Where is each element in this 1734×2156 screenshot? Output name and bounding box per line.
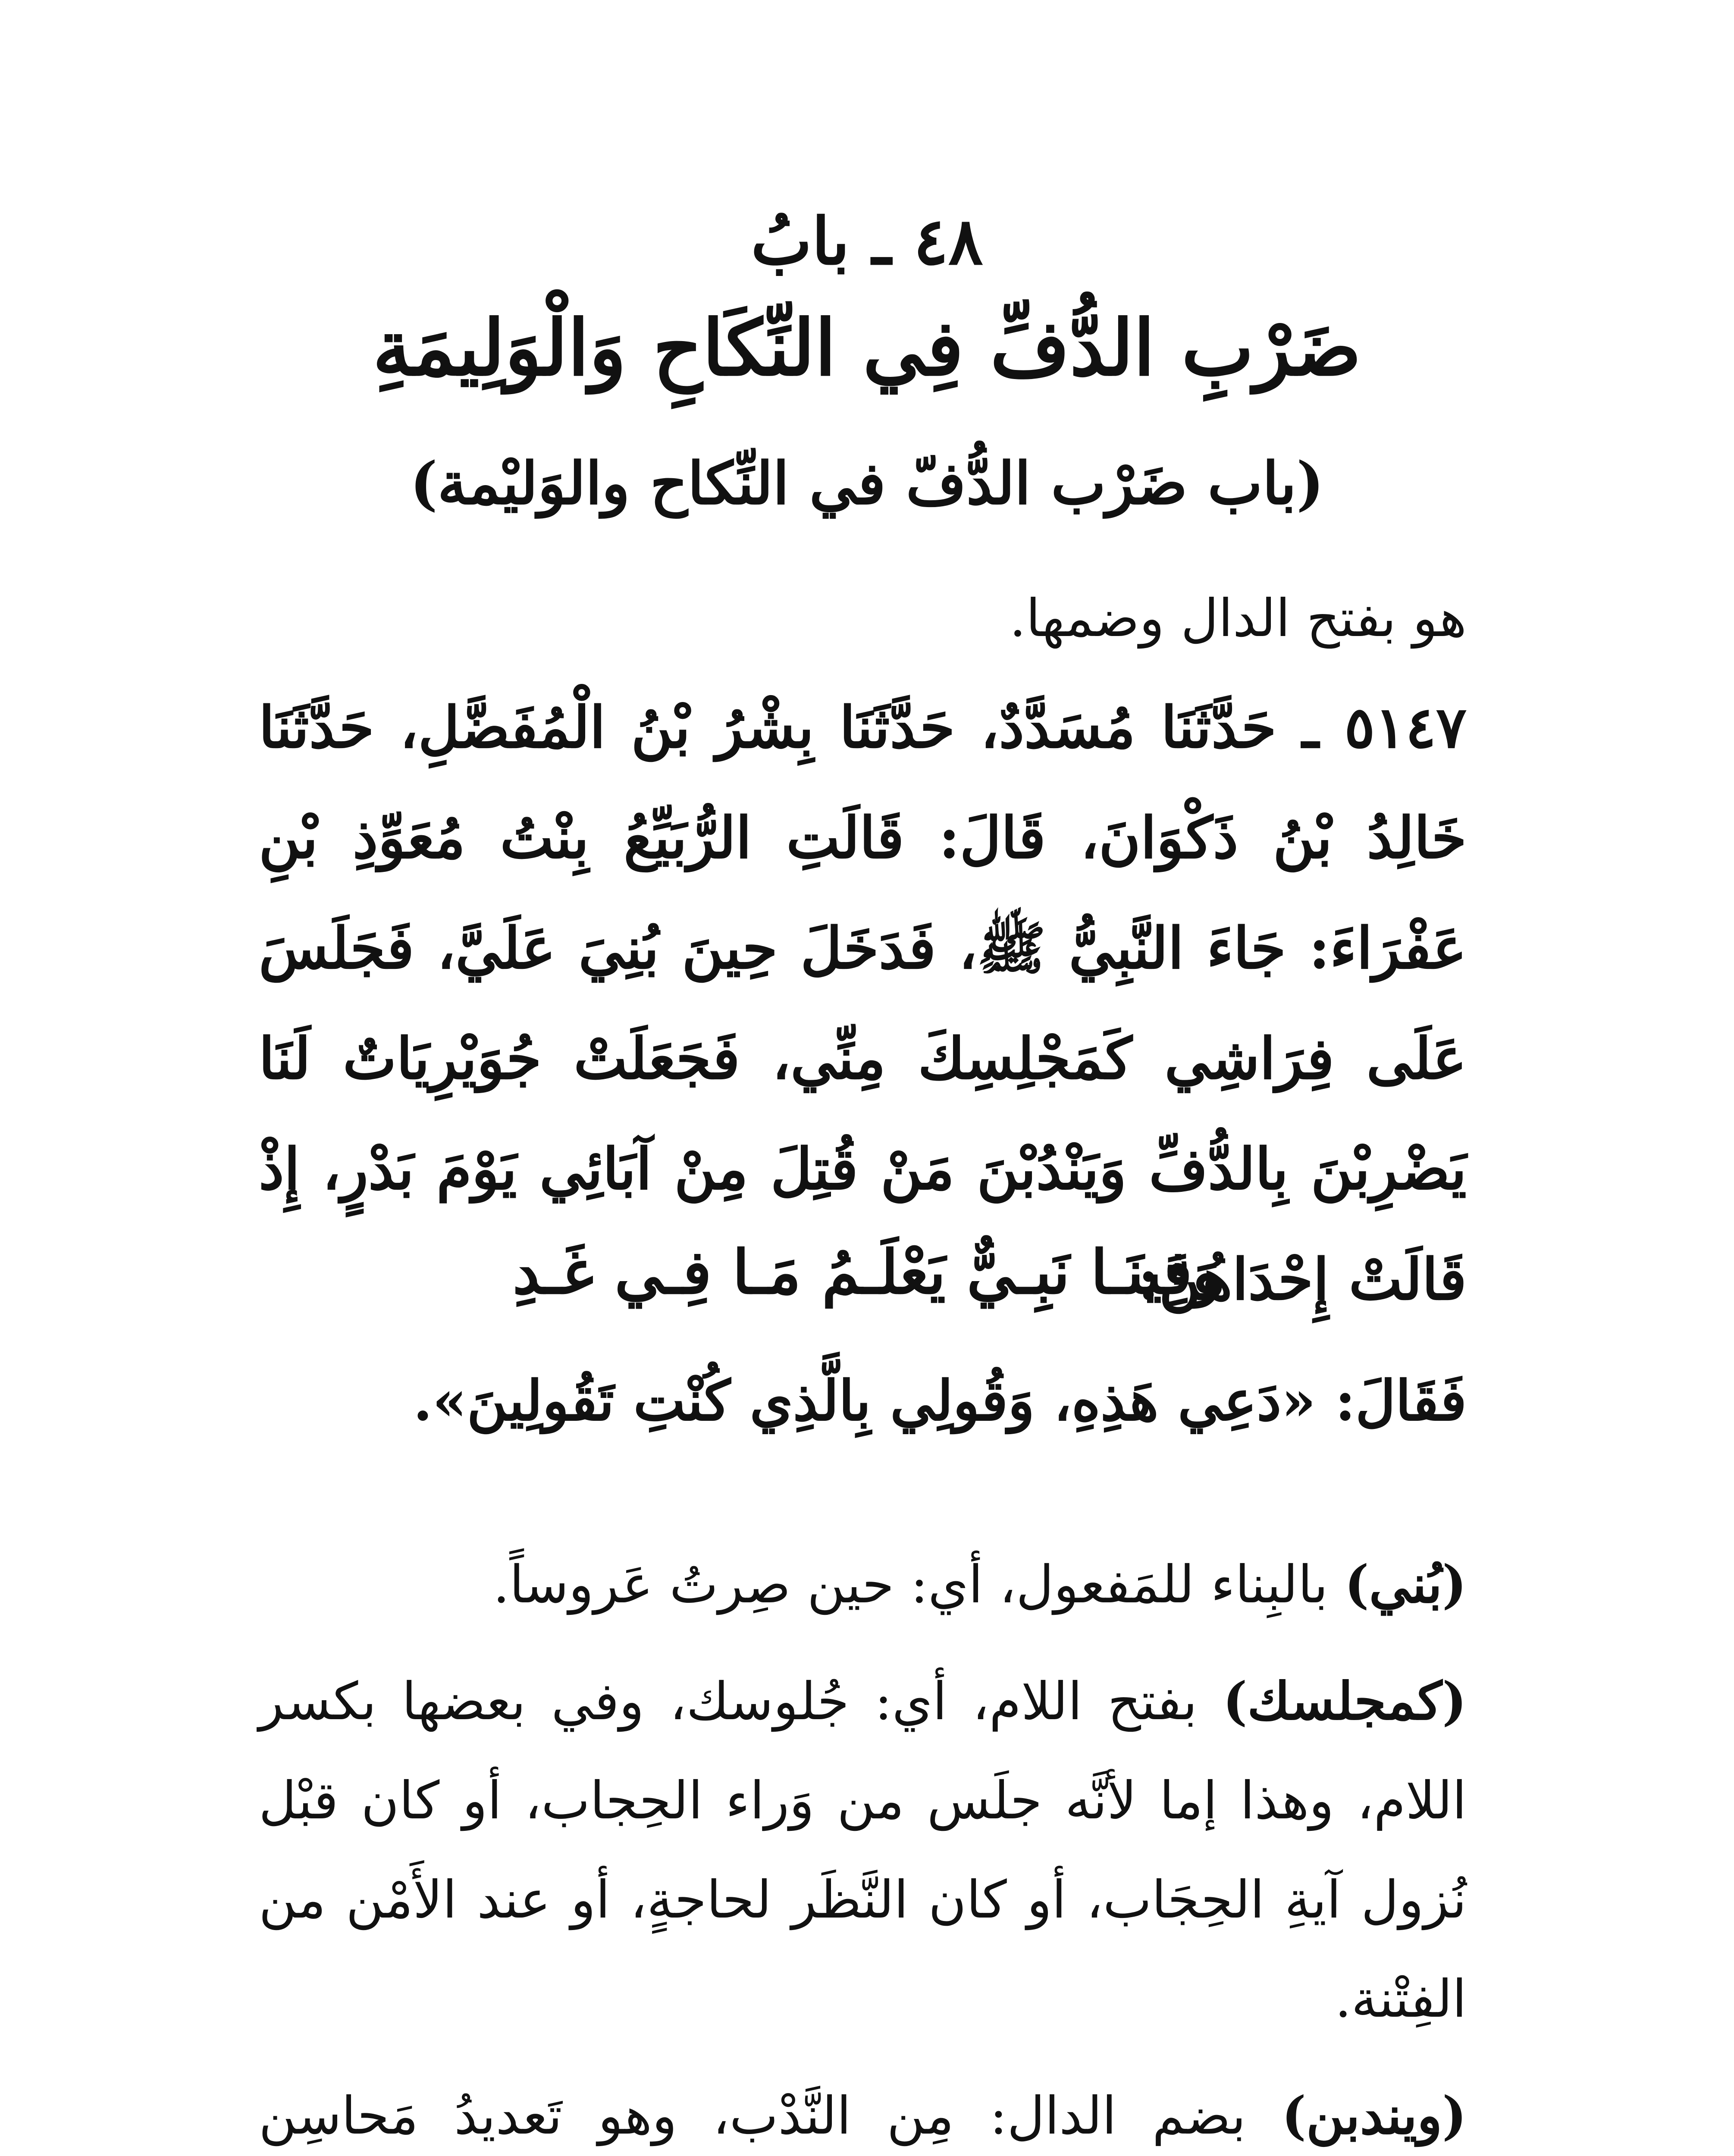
chapter-number: ٤٨ ـ بابُ	[751, 204, 983, 279]
verse-line: وَفِينَـا نَبِـيٌّ يَعْلَـمُ مَـا فِـي غَـدِ	[512, 1237, 1222, 1308]
commentary-paragraph	[259, 2066, 1467, 2156]
chapter-subtitle: (باب ضَرْب الدُّفّ في النِّكاح والوَليْمة)	[410, 449, 1324, 517]
commentary-text: بضم الدال: مِن النَّدْب، وهو تَعديدُ مَحاسِن	[259, 2086, 1246, 2146]
commentary	[259, 1535, 1467, 2156]
hadith-text: ٥١٤٧ ـ حَدَّثَنَا مُسَدَّدٌ، حَدَّثَنَا بِشْرُ بْنُ الْمُفَضَّلِ، حَدَّثَنَا خَالِدُ بْنُ ذَكْوَانَ، قَالَ: قَالَتِ الرُّبَيِّعُ بِنْتُ مُعَوِّذِ بْنِ عَفْرَاءَ: جَاءَ النَّبِيُّ ﷺ، فَدَخَلَ حِينَ بُنِيَ عَلَيَّ، فَجَلَسَ عَلَى فِرَاشِي كَمَجْلِسِكَ مِنِّي، فَجَعَلَتْ جُوَيْرِيَاتٌ لَنَا يَضْرِبْنَ بِالدُّفِّ وَيَنْدُبْنَ مَنْ قُتِلَ مِنْ آبَائِي يَوْمَ بَدْرٍ، إِذْ قَالَتْ إِحْدَاهُنَّ:	[259, 694, 1467, 1313]
intro-note: هو بفتح الدال وضمها.	[1009, 589, 1467, 649]
commentary-paragraph	[259, 1535, 1467, 1635]
commentary-term: (كمجلسك)	[1223, 1671, 1467, 1732]
commentary-term: (ويندبن)	[1282, 2085, 1467, 2146]
commentary-paragraph	[259, 1652, 1467, 2049]
commentary-text: بالبِناء للمَفعول، أي: حين صِرتُ عَروساً.	[493, 1555, 1345, 1615]
commentary-term: (بُني)	[1344, 1554, 1467, 1615]
commentary-text: بفتح اللام، أي: جُلوسك، وفي بعضها بكسر اللام، وهذا إما لأنَّه جلَس من وَراء الحِجاب، أو كان قبْل نُزول آيةِ الحِجَاب، أو كان النَّظَر لحاجةٍ، أو عند الأَمْن من الفِتْنة.	[259, 1672, 1467, 2029]
verse-reply: فَقَالَ: «دَعِي هَذِهِ، وَقُولِي بِالَّذِي كُنْتِ تَقُولِينَ».	[413, 1369, 1467, 1433]
chapter-title: ضَرْبِ الدُّفِّ فِي النِّكَاحِ وَالْوَلِيمَةِ	[373, 303, 1361, 393]
